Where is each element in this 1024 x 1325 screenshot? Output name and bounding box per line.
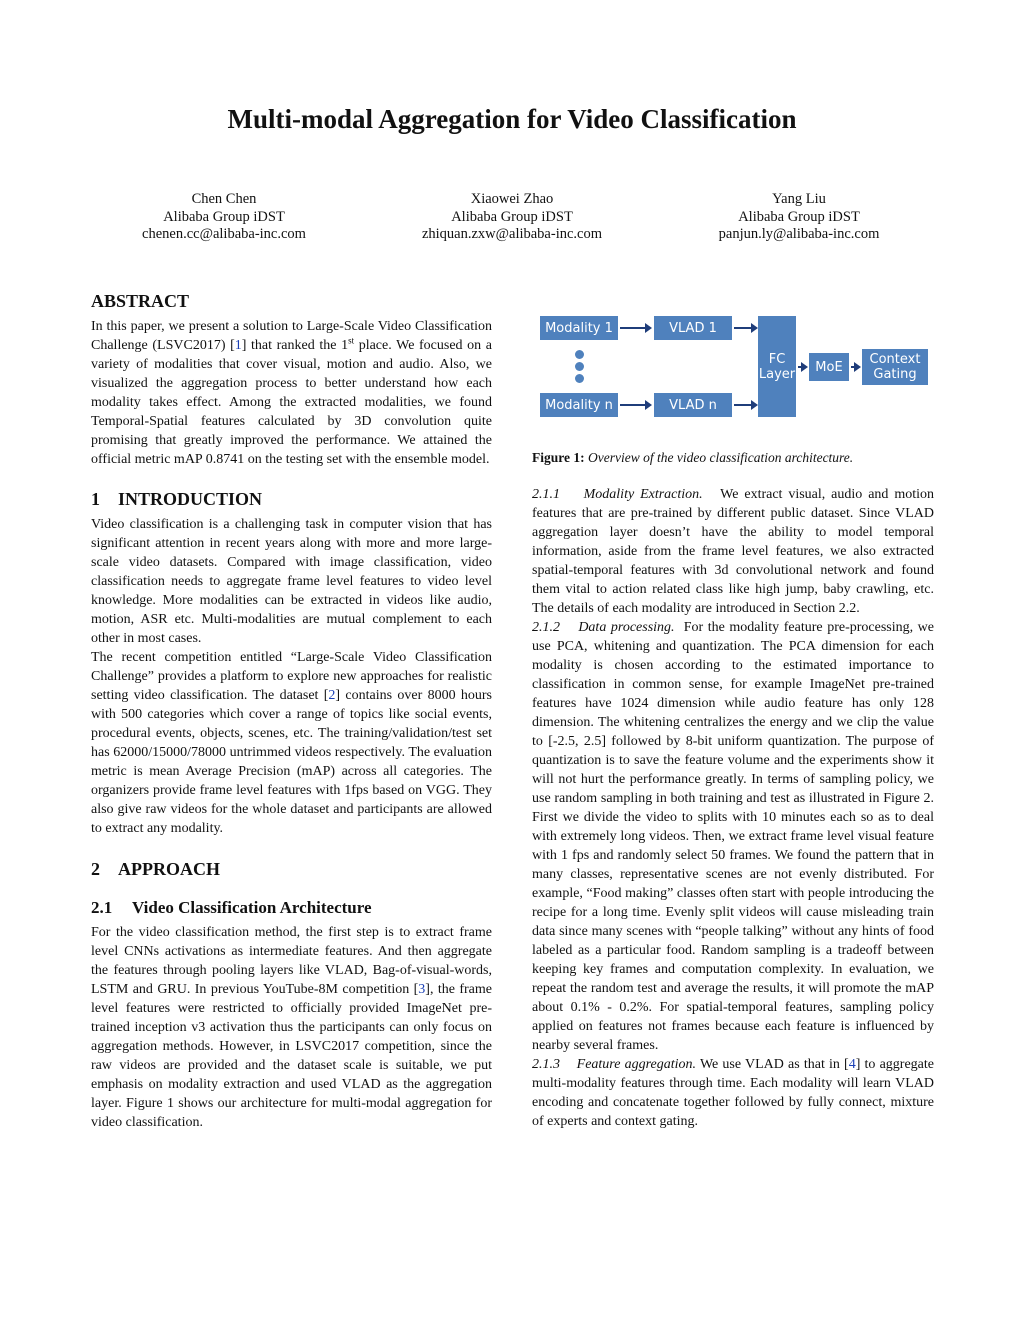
- arrow: [620, 327, 650, 329]
- citation-link[interactable]: 3: [418, 982, 426, 997]
- section-2-1-1: 2.1.1 Modality Extraction. We extract visual, audio and motion features that are pre-trained by different public dataset. Since VLAD aggregation layer doesn’t have the ability to model temporal information, aside from the frame level features, we also extracted spatial-temporal features with 3d convolutional network and found them vital to action related class like high jump, baby crawling, etc. The details of each modality are introduced in Section 2.2.: [532, 487, 934, 616]
- author-block-2: [362, 191, 662, 244]
- section-2-1-2: 2.1.2 Data processing. For the modality feature pre-processing, we use PCA, whitening and quantization. The PCA dimension for each modality is chosen according to the estimated importance to classification in common sense, for example ImageNet pre-trained features have 1024 dimension while audio feature has only 128 dimension. The whitening centralizes the energy and we clip the value to [-2.5, 2.5] followed by 8-bit uniform quantization. The purpose of quantization is to save the feature volume and the experiments show it will not hurt the performance greatly. In terms of sampling policy, we use random sampling in both training and test as illustrated in Figure 2. First we divide the video to splits with 10 minutes each so as to deal with extremely long videos. Then, we extract frame level visual feature with 1 fps and randomly select 50 frames. We found the pattern that in many classes, representative scenes are not evenly distributed. For example, “Food making” classes often start with people introducing the recipe for a long time. Evenly split videos will cause misleading train data since many scenes with “people talking” without any hints of food labeled as a particular food. Random sampling is a tradeoff between keeping key frames and computation complexity. In evaluation, we repeat the random test and average the results, it will promote the mAP about 0.1% - 0.2%. For spatial-temporal features, sampling policy applied on features not frames because each feature is influenced by nearby several frames.: [532, 620, 935, 1053]
- arrow: [798, 366, 806, 368]
- arrow: [620, 404, 650, 406]
- modality-1-box: Modality 1: [540, 316, 618, 340]
- author-block-1: [74, 191, 374, 244]
- author-affiliation: Alibaba Group iDST: [163, 208, 285, 225]
- author-block-3: [649, 191, 949, 244]
- context-gating-box: Context Gating: [862, 349, 928, 385]
- arrow: [851, 366, 859, 368]
- author-email: zhiquan.zxw@alibaba-inc.com: [421, 226, 603, 242]
- arrow: [734, 404, 756, 406]
- citation-link[interactable]: 2: [328, 688, 336, 703]
- abstract-heading: ABSTRACT: [91, 291, 190, 311]
- citation-link[interactable]: 4: [848, 1057, 856, 1072]
- citation-link[interactable]: 1: [234, 338, 242, 353]
- author-affiliation: Alibaba Group iDST: [451, 208, 573, 225]
- arrow: [734, 327, 756, 329]
- figure-caption: Figure 1: Overview of the video classification architecture.: [532, 450, 854, 465]
- abstract-text: In this paper, we present a solution to Large-Scale Video Classification Challenge (LSVC2017) [1] that ranked the 1st place. We focused on a variety of modalities that cover visual, motion and audio. Also, we visualized the aggregation process to better understand how each modality takes effect. Among the extracted modalities, we found Temporal-Spatial features calculated by 3D convolution quite promising that greatly improved the performance. We attained the official metric mAP 0.8741 on the testing set with the ensemble model.: [91, 319, 492, 467]
- introduction-heading: 1 INTRODUCTION: [91, 489, 263, 509]
- approach-paragraph: For the video classification method, the first step is to extract frame level CNNs activations as intermediate features. And then aggregate the features through pooling layers like VLAD, Bag-of-visual-words, LSTM and GRU. In previous YouTube-8M competition [3], the frame level features were restricted to officially provided ImageNet pre-trained inception v3 activation thus the participants can only focus on aggregation methods. However, in LSVC2017 competition, since the raw videos are provided and the dataset scale is suitable, we put emphasis on modality extraction and used VLAD as the aggregation layer. Figure 1 shows our architecture for multi-modal aggregation for video classification.: [91, 925, 492, 1130]
- author-name: Yang Liu: [772, 191, 826, 207]
- architecture-figure: [536, 309, 932, 431]
- moe-box: MoE: [809, 353, 849, 381]
- modality-n-box: Modality n: [540, 393, 618, 417]
- vlad-n-box: VLAD n: [654, 393, 732, 417]
- intro-paragraph-1: Video classification is a challenging task in computer vision that has significant attention in recent years along with more and more large-scale video datasets. Compared with image classification, video classification needs to aggregate frame level features to video level knowledge. More modalities can be extracted in videos like audio, motion, ASR etc. Multi-modalities are mutual complement to each other in most cases.: [91, 517, 492, 646]
- section-2-1-3: 2.1.3 Feature aggregation. We use VLAD as that in [4] to aggregate multi-modality features through time. Each modality will learn VLAD encoding and concatenate together followed by fully connect, mixture of experts and context gating.: [532, 1057, 934, 1129]
- subsection-heading: 2.1 Video Classification Architecture: [91, 898, 372, 917]
- ellipsis-dot: [575, 362, 584, 371]
- author-email: chenen.cc@alibaba-inc.com: [142, 226, 306, 242]
- paper-title: Multi-modal Aggregation for Video Classification: [227, 104, 797, 134]
- approach-heading: 2 APPROACH: [91, 859, 220, 879]
- vlad-1-box: VLAD 1: [654, 316, 732, 340]
- ellipsis-dot: [575, 374, 584, 383]
- fc-layer-box: FC Layer: [758, 316, 796, 417]
- author-name: Xiaowei Zhao: [470, 191, 554, 207]
- ellipsis-dot: [575, 350, 584, 359]
- intro-paragraph-2: The recent competition entitled “Large-Scale Video Classification Challenge” provides a platform to explore new approaches for realistic setting video classification. The dataset [2] contains over 8000 hours with 500 categories which cover a range of topics like social events, procedural events, objects, scenes, etc. The training/validation/test set has 62000/15000/78000 untrimmed videos respectively. The evaluation metric is mean Average Precision (mAP) across all categories. The organizers provide frame level features with 1fps based on VGG. They also give raw videos for the whole dataset and participants are allowed to extract any modality.: [91, 650, 492, 836]
- author-affiliation: Alibaba Group iDST: [738, 208, 860, 225]
- left-column: [91, 290, 492, 1132]
- author-name: Chen Chen: [191, 191, 257, 207]
- author-email: panjun.ly@alibaba-inc.com: [718, 226, 880, 242]
- right-column: [532, 485, 934, 1131]
